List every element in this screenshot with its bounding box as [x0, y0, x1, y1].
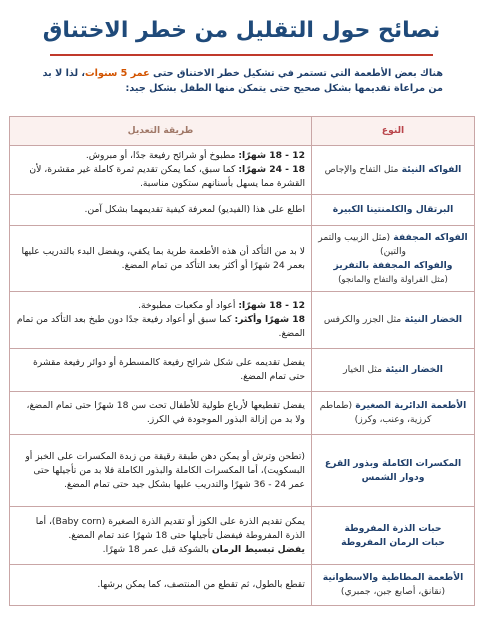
food-type-name: الخضار النيئة	[385, 364, 443, 375]
intro-text-2: ، لذا لا بد من مراعاة تقديمها بشكل صحيح حتى يتمكن منها الطفل بشكل جيد:	[42, 68, 443, 94]
modification-cell	[10, 226, 312, 292]
modification-line	[16, 399, 305, 427]
modification-line	[16, 450, 305, 492]
modification-age-label: 12 - 18 شهرًا:	[238, 150, 305, 161]
food-type-cell	[312, 435, 475, 507]
modification-text: (تطحن وترش أو يمكن دهن طبقة رقيقة من زبدة المكسرات على الخبز أو البسكويت)، أما المكسرات الكاملة والبذور الكاملة فلا بد من تأجيلها حتى عمر 24 - 36 شهرًا والتدريب عليها بشكل جيد حتى تمام المضغ.	[25, 450, 305, 490]
table-row	[10, 146, 475, 195]
modification-cell	[10, 195, 312, 226]
food-type-cell	[312, 507, 475, 565]
table-row	[10, 349, 475, 392]
food-type-name: الفواكه المجففة	[393, 231, 468, 243]
modification-text: يمكن تقديم الذرة على الكوز أو تقديم الذرة الصغيرة (Baby corn)، أما الذرة المفروطة فيفضل تأجيلها حتى 18 شهرًا عند تمام المضغ.	[35, 515, 305, 541]
table-row	[10, 435, 475, 507]
food-type-name: البرتقال والكلمنتينا الكبيرة	[332, 204, 454, 215]
food-type-name: الفواكه النيئة	[401, 164, 462, 175]
modification-line	[16, 313, 305, 341]
modification-text: بالشوكة قبل عمر 18 شهرًا.	[102, 543, 212, 555]
modification-age-label: 12 - 18 شهرًا:	[238, 300, 305, 311]
food-type-detail: (نقانق، أصابع جبن، جمبري)	[340, 586, 446, 597]
col-header-type: النوع	[312, 117, 475, 146]
food-type-detail-2: (مثل الفراولة والتفاح والمانجو)	[338, 274, 448, 285]
intro-paragraph	[33, 66, 443, 96]
food-type-cell	[312, 292, 475, 349]
modification-cell	[10, 292, 312, 349]
title-underline	[50, 54, 433, 56]
tips-table	[9, 116, 475, 606]
food-type-cell	[312, 392, 475, 435]
food-type-cell	[312, 565, 475, 606]
modification-text: يفضل تقديمه على شكل شرائح رفيعة كالمسطرة أو دوائر رفيعة مقشرة حتى تمام المضغ.	[32, 357, 305, 382]
table-row	[10, 392, 475, 435]
modification-cell	[10, 507, 312, 565]
modification-age-label: 18 شهرًا وأكثر:	[234, 314, 305, 325]
food-type-name-2: حبات الرمان المفروطة	[341, 536, 445, 548]
modification-text: يفضل تقطيعها لأرباع طولية للأطفال تحت سن 18 شهرًا حتى تمام المضغ، ولا بد من إزالة البذور الموجودة في الكرز.	[26, 400, 305, 425]
food-type-detail: (مثل الزبيب والتمر والتين)	[318, 231, 406, 257]
food-type-name: الأطعمة المطاطية والاسطوانية	[322, 572, 464, 583]
modification-line	[16, 299, 305, 313]
table-row	[10, 292, 475, 349]
table-row	[10, 195, 475, 226]
modification-text: تقطع بالطول، ثم تقطع من المنتصف، كما يمكن برشها.	[97, 579, 305, 590]
modification-cell	[10, 392, 312, 435]
modification-text: لا بد من التأكد أن هذه الأطعمة طرية بما يكفي، ويفضل البدء بالتدريب عليها بعمر 24 شهرًا أو أكثر بعد التأكد من تمام المضغ.	[21, 245, 305, 271]
modification-cell	[10, 349, 312, 392]
modification-line	[16, 163, 305, 191]
food-type-detail: (طماطم كرزية، وعنب، وكرز)	[319, 400, 432, 425]
modification-cell	[10, 146, 312, 195]
table-row	[10, 507, 475, 565]
food-type-detail: مثل الخيار	[343, 364, 383, 375]
table-header-row	[10, 117, 475, 146]
food-type-name: الأطعمة الدائرية الصغيرة	[355, 400, 467, 411]
food-type-cell	[312, 195, 475, 226]
food-type-cell	[312, 146, 475, 195]
modification-line	[16, 515, 305, 543]
food-type-cell	[312, 226, 475, 292]
modification-line	[16, 356, 305, 384]
food-type-cell	[312, 349, 475, 392]
col-header-modification: طريقة التعديل	[10, 117, 312, 146]
modification-text: كما سبق أو أعواد رفيعة جدًا دون طبخ بعد التأكد من تمام المضغ.	[16, 314, 305, 339]
food-type-detail: مثل الجزر والكرفس	[323, 314, 402, 325]
table-body	[10, 146, 475, 606]
modification-line	[16, 149, 305, 163]
page-title: نصائح حول التقليل من خطر الاختناق	[42, 18, 441, 43]
modification-line	[16, 203, 305, 217]
modification-line	[16, 543, 305, 557]
modification-text: مطبوخ أو شرائح رفيعة جدًا، أو مبروش.	[85, 150, 239, 161]
modification-age-label: 18 - 24 شهرًا:	[238, 164, 305, 175]
food-type-name: المكسرات الكاملة وبذور القرع ودوار الشمس	[324, 457, 462, 483]
modification-age-label: يفضل تبسيط الرمان	[211, 543, 305, 555]
modification-line	[16, 245, 305, 273]
intro-age-highlight: عمر 5 سنوات	[85, 68, 150, 79]
table-row	[10, 565, 475, 606]
modification-text: اطلع على هذا (الفيديو) لمعرفة كيفية تقديمهما بشكل آمن.	[84, 204, 305, 215]
modification-line	[16, 578, 305, 592]
food-type-detail: مثل التفاح والإجاص	[324, 164, 399, 175]
intro-text-1: هناك بعض الأطعمة التي تستمر في تشكيل خطر الاختناق حتى	[153, 68, 443, 79]
modification-text: أعواد أو مكعبات مطبوخة.	[138, 300, 239, 311]
food-type-name: الخضار النيئة	[404, 314, 463, 325]
food-type-name: حبات الذرة المفروطة	[344, 522, 442, 534]
modification-cell	[10, 435, 312, 507]
food-type-name-2: والفواكه المجففة بالتفريز	[333, 259, 453, 271]
modification-text: كما سبق، كما يمكن تقديم ثمرة كاملة غير مقشرة، لأن القشرة مما يسهل بأسنانهم ستكون مناسبة.	[29, 164, 305, 189]
modification-cell	[10, 565, 312, 606]
table-row	[10, 226, 475, 292]
